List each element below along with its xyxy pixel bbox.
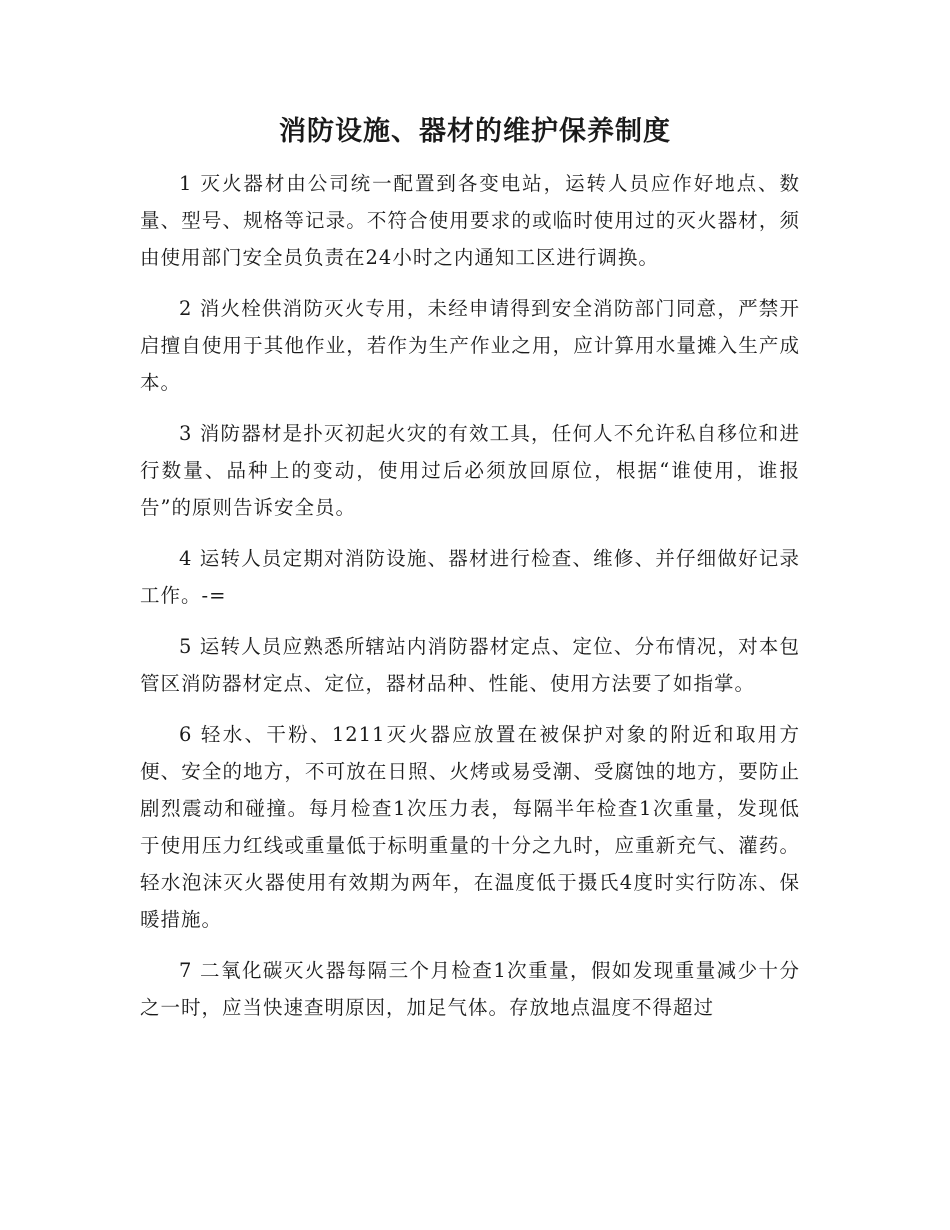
paragraph-6: 6 轻水、干粉、1211灭火器应放置在被保护对象的附近和取用方便、安全的地方，不可放在日照、火烤或易受潮、受腐蚀的地方，要防止剧烈震动和碰撞。每月检查1次压力表，每隔半年检查1次重量，发现低于使用压力红线或重量低于标明重量的十分之九时，应重新充气、灌药。轻水泡沫灭火器使用有效期为两年，在温度低于摄氏4度时实行防冻、保暖措施。 — [140, 723, 800, 931]
paragraph-4: 4 运转人员定期对消防设施、器材进行检查、维修、并仔细做好记录工作。-= — [140, 547, 800, 607]
document-title: 消防设施、器材的维护保养制度 — [279, 116, 671, 147]
document-body — [140, 165, 800, 1040]
paragraph-1: 1 灭火器材由公司统一配置到各变电站，运转人员应作好地点、数量、型号、规格等记录。不符合使用要求的或临时使用过的灭火器材，须由使用部门安全员负责在24小时之内通知工区进行调换。 — [140, 172, 800, 269]
paragraph-3: 3 消防器材是扑灭初起火灾的有效工具，任何人不允许私自移位和进行数量、品种上的变动，使用过后必须放回原位，根据“谁使用，谁报告”的原则告诉安全员。 — [140, 422, 800, 519]
paragraph-7: 7 二氧化碳灭火器每隔三个月检查1次重量，假如发现重量减少十分之一时，应当快速查明原因，加足气体。存放地点温度不得超过 — [140, 959, 800, 1019]
paragraph-5: 5 运转人员应熟悉所辖站内消防器材定点、定位、分布情况，对本包管区消防器材定点、定位，器材品种、性能、使用方法要了如指掌。 — [140, 635, 800, 695]
paragraph-2: 2 消火栓供消防灭火专用，未经申请得到安全消防部门同意，严禁开启擅自使用于其他作业，若作为生产作业之用，应计算用水量摊入生产成本。 — [140, 297, 800, 394]
